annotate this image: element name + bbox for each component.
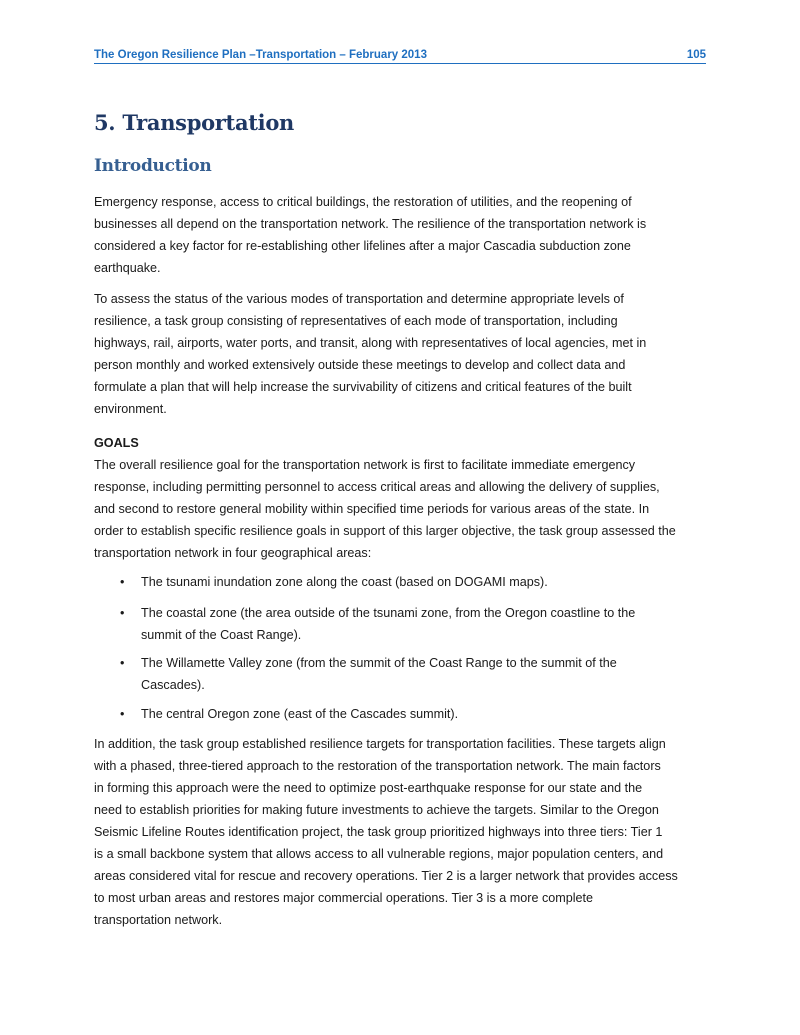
section-title: Introduction bbox=[94, 156, 212, 176]
text-line: areas considered vital for rescue and recovery operations. Tier 2 is a larger network that provides access bbox=[94, 869, 678, 883]
text-line: with a phased, three-tiered approach to the restoration of the transportation network. The main factors bbox=[94, 759, 661, 773]
bullet-icon: • bbox=[120, 606, 125, 620]
paragraph-1 bbox=[94, 191, 714, 279]
bullet-text: The coastal zone (the area outside of the tsunami zone, from the Oregon coastline to the bbox=[141, 606, 636, 620]
text-line: considered a key factor for re-establishing other lifelines after a major Cascadia subduction zone bbox=[94, 239, 631, 253]
chapter-title: 5. Transportation bbox=[94, 110, 295, 135]
bullet-icon: • bbox=[120, 707, 125, 721]
bullet-text: Cascades). bbox=[141, 678, 205, 692]
goals-section bbox=[94, 432, 714, 564]
text-line: to most urban areas and restores major commercial operations. Tier 3 is a more complete bbox=[94, 891, 594, 905]
text-line: environment. bbox=[94, 402, 167, 416]
text-line: is a small backbone system that allows access to all vulnerable regions, major population centers, and bbox=[94, 847, 664, 861]
running-header bbox=[94, 48, 706, 64]
bullet-text: summit of the Coast Range). bbox=[141, 628, 302, 642]
text-line: Emergency response, access to critical buildings, the restoration of utilities, and the reopening of bbox=[94, 195, 632, 209]
text-line: highways, rail, airports, water ports, and transit, along with representatives of local agencies, met in bbox=[94, 336, 647, 350]
text-line: earthquake. bbox=[94, 261, 161, 275]
text-line: resilience, a task group consisting of representatives of each mode of transportation, including bbox=[94, 314, 618, 328]
text-line: To assess the status of the various modes of transportation and determine appropriate levels of bbox=[94, 292, 624, 306]
text-line: response, including permitting personnel to access critical areas and allowing the delivery of supplies, bbox=[94, 480, 660, 494]
bullet-icon: • bbox=[120, 656, 125, 670]
bullet-icon: • bbox=[120, 575, 125, 589]
bullet-text: The central Oregon zone (east of the Cascades summit). bbox=[141, 707, 459, 721]
bullet-text: The Willamette Valley zone (from the summit of the Coast Range to the summit of the bbox=[141, 656, 617, 670]
header-title: The Oregon Resilience Plan –Transportation – February 2013 bbox=[94, 49, 427, 61]
text-line: person monthly and worked extensively outside these meetings to develop and collect data and bbox=[94, 358, 626, 372]
paragraph-2 bbox=[94, 288, 714, 420]
text-line: Seismic Lifeline Routes identification project, the task group prioritized highways into three tiers: Tier 1 bbox=[94, 825, 663, 839]
text-line: need to establish priorities for making future investments to achieve the targets. Similar to the Oregon bbox=[94, 803, 659, 817]
text-line: transportation network. bbox=[94, 913, 223, 927]
text-line: formulate a plan that will help increase the survivability of citizens and critical features of the built bbox=[94, 380, 632, 394]
goals-heading: GOALS bbox=[94, 436, 139, 450]
text-line: transportation network in four geographical areas: bbox=[94, 546, 372, 560]
text-line: In addition, the task group established resilience targets for transportation facilities. These targets align bbox=[94, 737, 666, 751]
text-line: and second to restore general mobility within specified time periods for various areas of the state. In bbox=[94, 502, 650, 516]
page-number: 105 bbox=[686, 49, 706, 61]
bullet-text: The tsunami inundation zone along the coast (based on DOGAMI maps). bbox=[141, 575, 548, 589]
text-line: in forming this approach were the need to optimize post-earthquake response for our state and the bbox=[94, 781, 643, 795]
text-line: The overall resilience goal for the transportation network is first to facilitate immediate emergency bbox=[94, 458, 636, 472]
text-line: order to establish specific resilience goals in support of this larger objective, the task group assessed the bbox=[94, 524, 676, 538]
text-line: businesses all depend on the transportation network. The resilience of the transportation network is bbox=[94, 217, 647, 231]
paragraph-4 bbox=[94, 733, 714, 931]
